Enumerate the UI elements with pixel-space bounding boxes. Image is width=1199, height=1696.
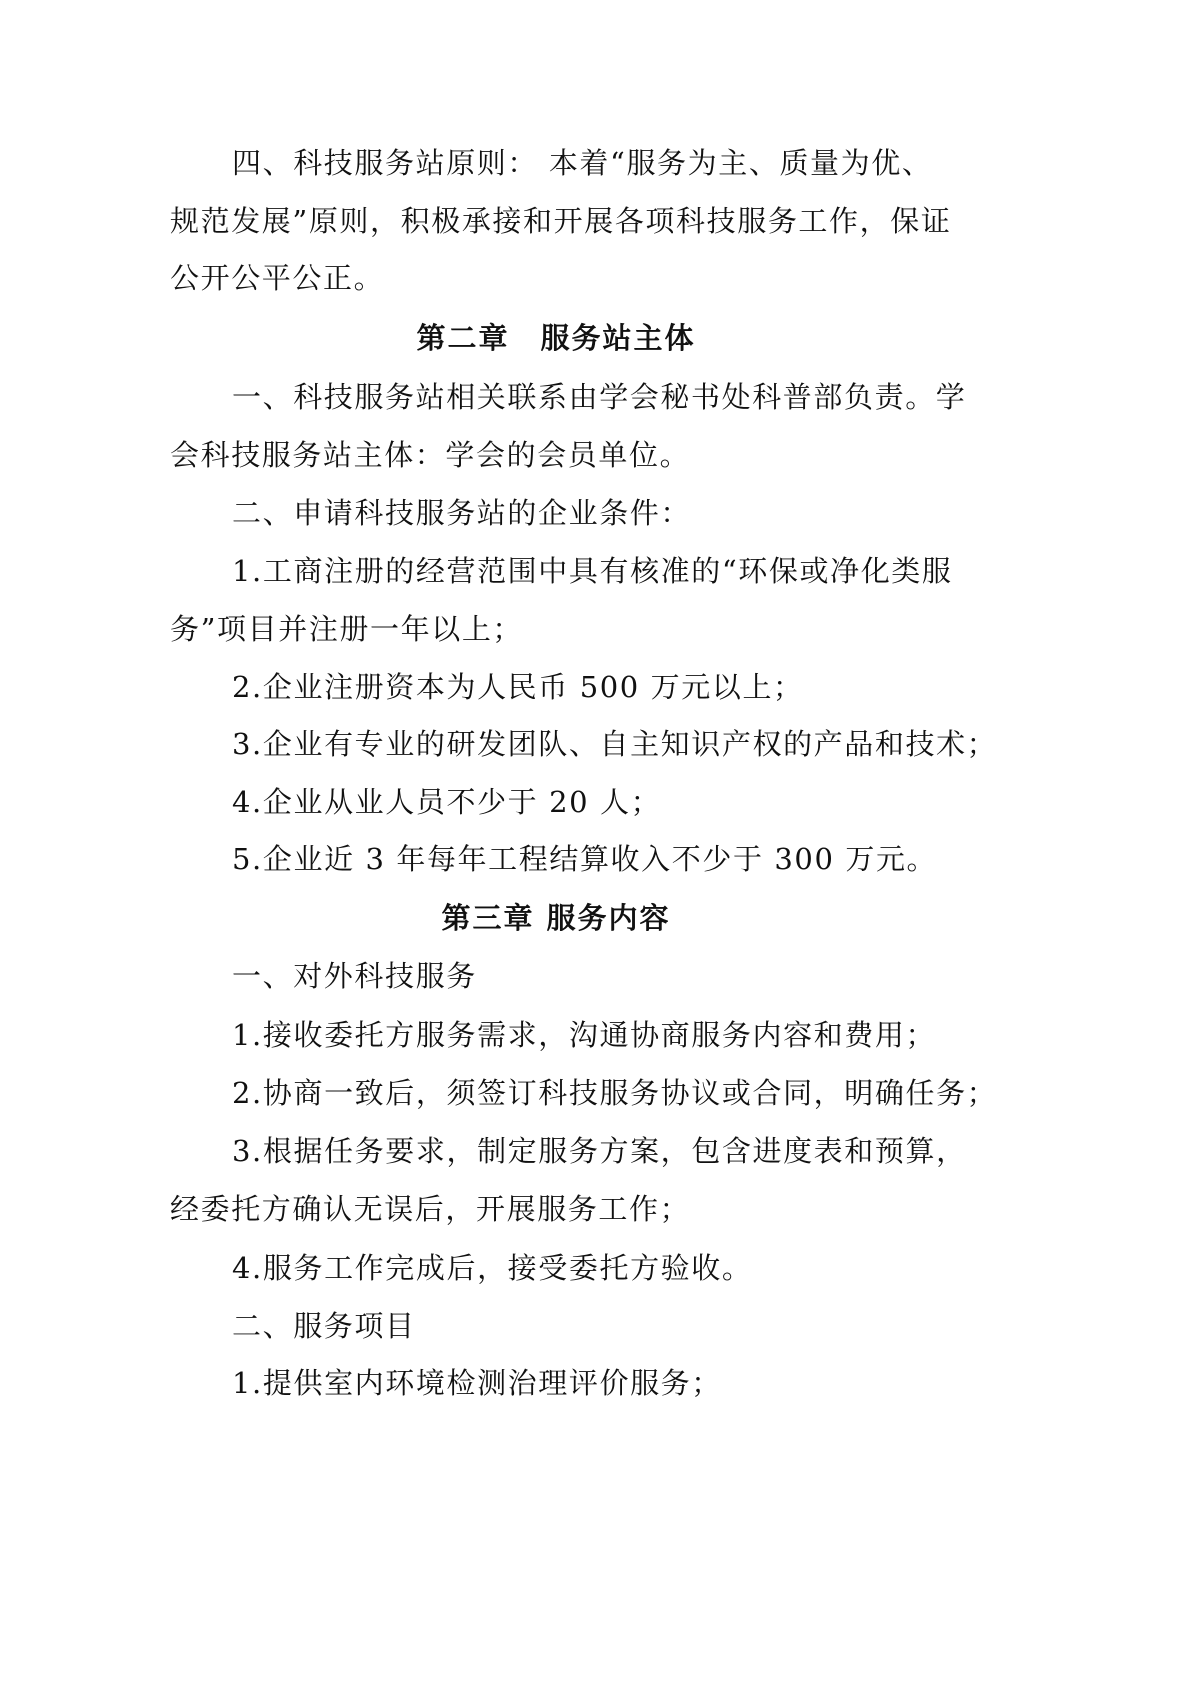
condition-3: 3.企业有专业的研发团队、自主知识产权的产品和技术； [232,727,998,761]
external-service-3-line-1: 3.根据任务要求，制定服务方案，包含进度表和预算， [232,1134,967,1168]
paragraph-principles-line-2: 规范发展”原则，积极承接和开展各项科技服务工作，保证 [170,204,952,238]
condition-4: 4.企业从业人员不少于 20 人； [232,785,662,819]
chapter-2-item-1-line-1: 一、科技服务站相关联系由学会秘书处科普部负责。学 [232,380,967,414]
condition-1-line-1: 1.工商注册的经营范围中具有核准的“环保或净化类服 [232,554,953,588]
service-item-1: 1.提供室内环境检测治理评价服务； [232,1366,722,1400]
paragraph-principles-line-1: 四、科技服务站原则： 本着“服务为主、质量为优、 [232,146,933,180]
external-service-2: 2.协商一致后，须签订科技服务协议或合同，明确任务； [232,1076,998,1110]
chapter-2-item-1-line-2: 会科技服务站主体：学会的会员单位。 [170,438,691,472]
external-service-3-line-2: 经委托方确认无误后，开展服务工作； [170,1192,691,1226]
chapter-3-heading: 第三章 服务内容 [441,901,671,935]
paragraph-principles-line-3: 公开公平公正。 [170,261,385,295]
chapter-3-section-2-title: 二、服务项目 [232,1309,416,1343]
condition-5: 5.企业近 3 年每年工程结算收入不少于 300 万元。 [232,842,938,876]
external-service-1: 1.接收委托方服务需求，沟通协商服务内容和费用； [232,1018,937,1052]
chapter-2-heading: 第二章 服务站主体 [416,321,696,355]
chapter-2-item-2-title: 二、申请科技服务站的企业条件： [232,496,692,530]
condition-1-line-2: 务”项目并注册一年以上； [170,612,524,646]
condition-2: 2.企业注册资本为人民币 500 万元以上； [232,670,804,704]
chapter-3-section-1-title: 一、对外科技服务 [232,959,477,993]
external-service-4: 4.服务工作完成后，接受委托方验收。 [232,1251,753,1285]
